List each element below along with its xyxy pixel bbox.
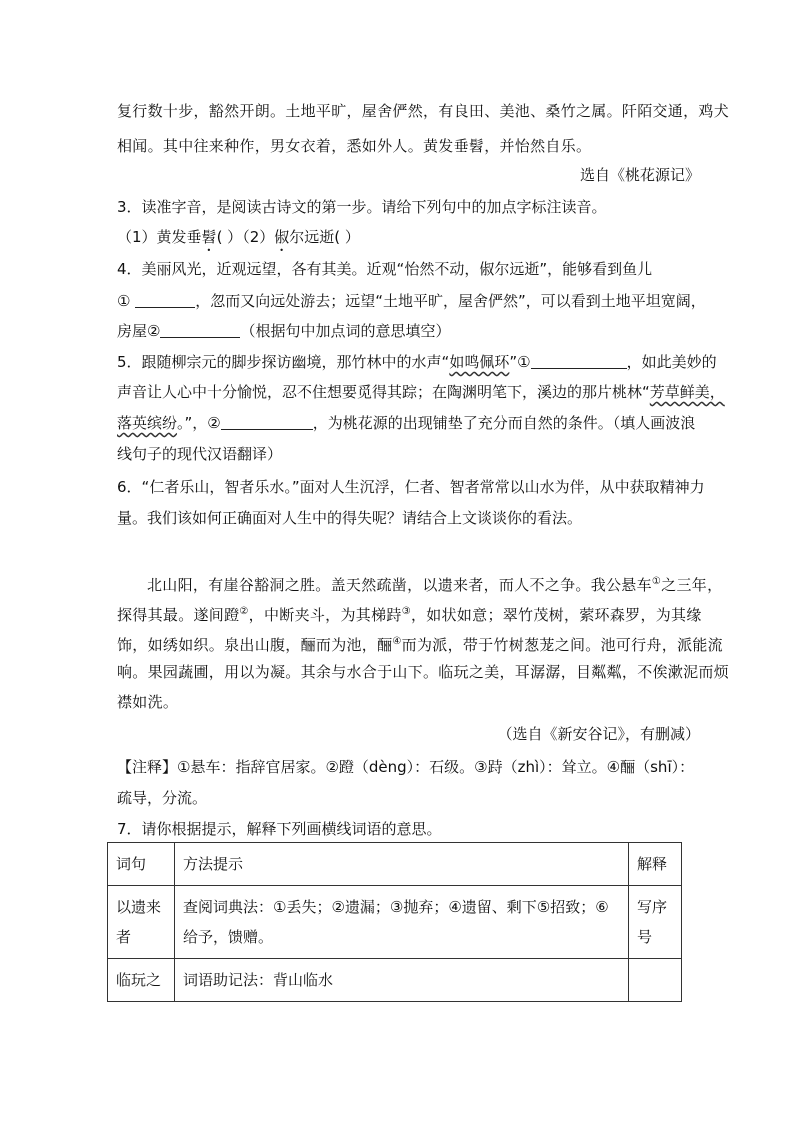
q5-line2-text: 声音让人心中十分愉悦，忍不住想要觅得其踪；在陶渊明笔下，溪边的那片桃林“ [117, 383, 650, 401]
question-7: 7．请你根据提示，解释下列画横线词语的意思。 [117, 820, 442, 838]
q3-item2-answer-blank[interactable]: 尔远逝( ） [289, 228, 360, 246]
notes-line2: 疏导，分流。 [117, 789, 208, 807]
passage2-source: （选自《新安谷记》，有删减） [497, 725, 700, 743]
passage1-line2: 相闻。其中往来种作，男女衣着，悉如外人。黄发垂髫，并怡然自乐。 [117, 137, 592, 155]
passage2-line2: 探得其最。遂间蹬②，中断夹斗，为其梯跱③，如状如意；翠竹茂树，萦环森罗，为其缘 [117, 606, 702, 624]
table-cell-answer[interactable]: 写序号 [629, 886, 682, 959]
table-cell-hint: 词语助记法：背山临水 [175, 959, 629, 1002]
question-4-line2 [117, 286, 706, 316]
question-5-line4: 线句子的现代汉语翻译） [117, 445, 283, 463]
passage2-line3: 饰，如绣如织。泉出山腹，酾而为池，酾④而为派，带于竹树葱茏之间。池可行舟，派能流 [117, 636, 723, 654]
q7-table [107, 842, 682, 1002]
q4-blank2[interactable] [160, 323, 240, 338]
q4-line2-text: ，忽而又向远处游去；远望“土地平旷，屋舍俨然”，可以看到土地平坦宽阔， [195, 292, 706, 310]
q5-blank1-marker: ”① [509, 353, 531, 371]
question-5-line2 [117, 377, 725, 407]
q4-blank1-marker: ① [117, 292, 131, 310]
table-row [108, 959, 682, 1002]
q5-wavy-phrase-1: 如鸣佩环 [449, 353, 510, 371]
q3-item1-answer-blank[interactable]: ( ） [216, 228, 243, 246]
q5-line1-tail: ，如此美妙的 [626, 353, 717, 371]
q5-blank1[interactable] [531, 354, 627, 369]
table-row [108, 886, 682, 959]
question-5-line3 [117, 408, 696, 438]
table-header-cell: 方法提示 [175, 843, 629, 886]
question-3-items [117, 222, 687, 255]
q4-line3-text: （根据句中加点词的意思填空） [240, 322, 451, 340]
passage1-source: 选自《桃花源记》 [579, 166, 700, 184]
question-4-line1: 4．美丽风光，近观远望，各有其美。近观“怡然不动，俶尔远逝”，能够看到鱼儿 [117, 260, 653, 278]
question-5-line1 [117, 347, 717, 377]
table-header-row [108, 843, 682, 886]
table-cell-answer[interactable] [629, 959, 682, 1002]
q3-item2-prefix: （2） [242, 228, 275, 246]
q5-blank2-marker: 。”，② [177, 414, 221, 432]
passage2-line1: 北山阳，有崖谷豁洞之胜。盖天然疏凿，以遗来者，而人不之争。我公悬车①之三年， [147, 576, 723, 594]
passage1-line1: 复行数十步，豁然开朗。土地平旷，屋舍俨然，有良田、美池、桑竹之属。阡陌交通，鸡犬 [117, 102, 730, 120]
q5-line3-text: ，为桃花源的出现铺垫了充分而自然的条件。（填人画波浪 [312, 414, 696, 432]
question-4-line3 [117, 316, 687, 346]
question-3: 3．读准字音，是阅读古诗文的第一步。请给下列句中的加点字标注读音。 [117, 198, 607, 216]
question-6-line2: 量。我们该如何正确面对人生中的得失呢？请结合上文谈谈你的看法。 [117, 509, 583, 527]
table-header-cell: 词句 [108, 843, 175, 886]
q3-item1-prefix: （1）黄发垂 [117, 228, 202, 246]
notes-line1: 【注释】①悬车：指辞官居家。②蹬（dèng）：石级。③跱（zhì）：耸立。④酾（shī）： [117, 758, 695, 776]
q5-wavy-phrase-2: 芳草鲜美， [649, 383, 725, 401]
q3-item2-dotted-char: 俶 [274, 228, 290, 246]
passage2-line4: 响。果园蔬圃，用以为凝。其余与水合于山下。临玩之美，耳潺潺，目粼粼，不俟漱泥而烦 [117, 663, 730, 681]
table-header-cell: 解释 [629, 843, 682, 886]
question-6-line1: 6．“仁者乐山，智者乐水。”面对人生沉浮，仁者、智者常常以山水为伴，从中获取精神力 [117, 478, 705, 496]
q5-blank2[interactable] [221, 415, 313, 430]
q4-blank2-marker: 房屋② [117, 322, 161, 340]
q4-blank1[interactable] [135, 293, 195, 308]
q3-item1-dotted-char: 髫 [201, 228, 217, 246]
q5-wavy-phrase-3: 落英缤纷 [117, 414, 178, 432]
q5-line1-text: 5．跟随柳宗元的脚步探访幽境，那竹林中的水声“ [117, 353, 450, 371]
table-cell-phrase: 以遗来者 [108, 886, 175, 959]
table-cell-hint: 查阅词典法：①丢失；②遗漏；③抛弃；④遗留、剩下⑤招致；⑥给予，馈赠。 [175, 886, 629, 959]
passage2-line5: 襟如洗。 [117, 693, 179, 711]
table-cell-phrase: 临玩之 [108, 959, 175, 1002]
